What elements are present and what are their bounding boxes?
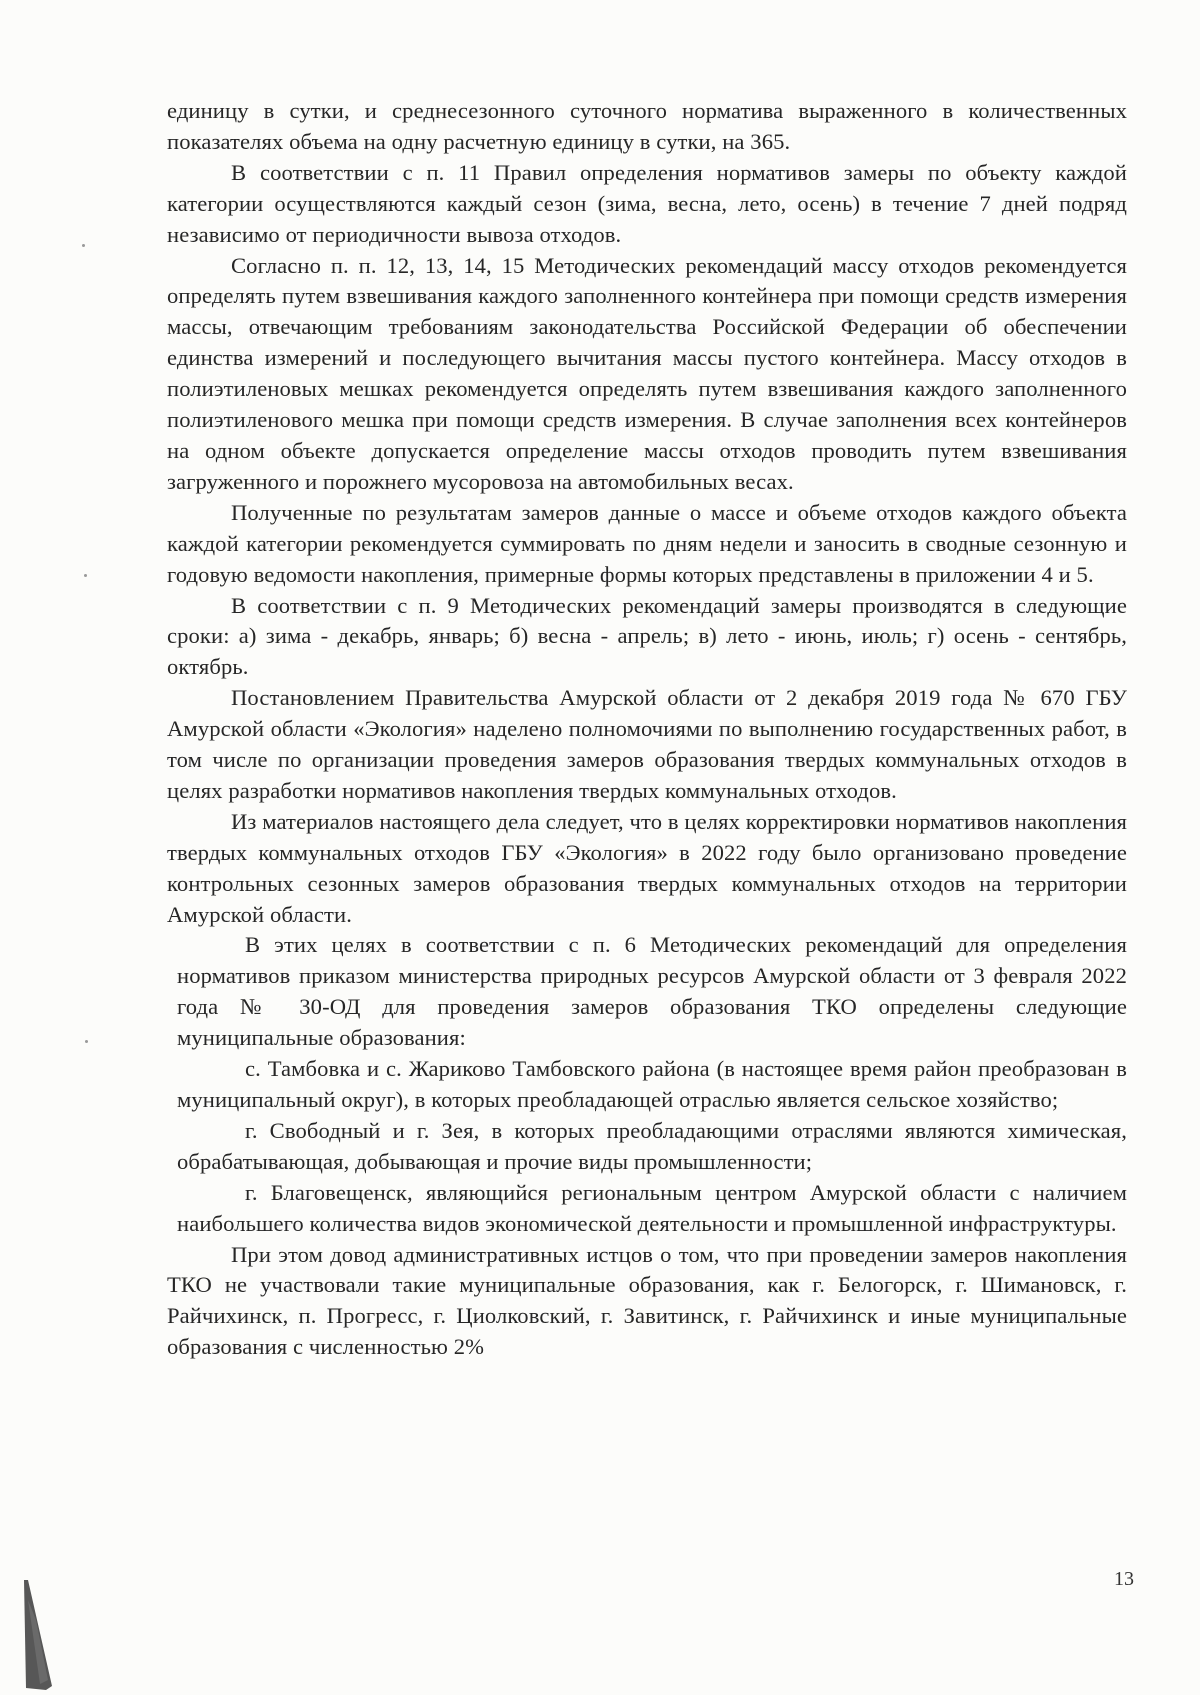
paragraph-ministry-order: В этих целях в соответствии с п. 6 Методических рекомендаций для определения нормативов приказом министерства природных ресурсов Амурской области от 3 февраля 2022 года № 30-ОД для проведения замеров образования ТКО определены следующие муниципальные образования: [177, 932, 1127, 1051]
paragraph-measurement-schedule: В соответствии с п. 9 Методических рекомендаций замеры производятся в следующие сроки: а) зима - декабрь, январь; б) весна - апрель; в) лето - июнь, июль; г) осень - сентябрь, октябрь. [167, 592, 1127, 680]
paragraph-weighing-method: Согласно п. п. 12, 13, 14, 15 Методических рекомендаций массу отходов рекомендуется определять путем взвешивания каждого заполненного контейнера при помощи средств измерения массы, отвечающим требованиям законодательства Российской Федерации об обеспечении единства измерений и последующего вычитания массы пустого контейнера. Массу отходов в полиэтиленовых мешках рекомендуется определять путем взвешивания каждого заполненного полиэтиленового мешка при помощи средств измерения. В случае заполнения всех контейнеров на одном объекте допускается определение массы отходов проводить путем взвешивания загруженного и порожнего мусоровоза на автомобильных весах. [167, 252, 1127, 494]
document-body [167, 96, 1127, 1363]
list-item-tambovka: с. Тамбовка и с. Жариково Тамбовского района (в настоящее время район преобразован в муниципальный округ), в которых преобладающей отраслью является сельское хозяйство; [177, 1056, 1127, 1112]
paragraph-continuation: единицу в сутки, и среднесезонного суточного норматива выраженного в количественных показателях объема на одну расчетную единицу в сутки, на 365. [167, 98, 1127, 154]
paragraph-case-materials: Из материалов настоящего дела следует, что в целях корректировки нормативов накопления твердых коммунальных отходов ГБУ «Экология» в 2022 году было организовано проведение контрольных сезонных замеров образования твердых коммунальных отходов на территории Амурской области. [167, 808, 1127, 927]
page-number: 13 [1114, 1568, 1134, 1590]
scan-speck [84, 574, 87, 577]
scan-edge-mark [22, 1580, 62, 1692]
paragraph-plaintiffs-argument: При этом довод административных истцов о том, что при проведении замеров накопления ТКО не участвовали такие муниципальные образования, как г. Белогорск, г. Шимановск, г. Райчихинск, п. Прогресс, г. Циолковский, г. Завитинск, г. Райчихинск и иные муниципальные образования с численностью 2% [167, 1241, 1127, 1360]
list-item-svobodny-zeya: г. Свободный и г. Зея, в которых преобладающими отраслями являются химическая, обрабатывающая, добывающая и прочие виды промышленности; [177, 1117, 1127, 1174]
list-item-blagoveshchensk: г. Благовещенск, являющийся региональным центром Амурской области с наличием наибольшего количества видов экономической деятельности и промышленной инфраструктуры. [177, 1179, 1127, 1236]
scan-speck [82, 244, 85, 247]
paragraph-government-resolution: Постановлением Правительства Амурской области от 2 декабря 2019 года № 670 ГБУ Амурской области «Экология» наделено полномочиями по выполнению государственных работ, в том числе по организации проведения замеров образования твердых коммунальных отходов в целях разработки нормативов накопления твердых коммунальных отходов. [167, 685, 1127, 803]
paragraph-measurement-rules: В соответствии с п. 11 Правил определения нормативов замеры по объекту каждой категории осуществляются каждый сезон (зима, весна, лето, осень) в течение 7 дней подряд независимо от периодичности вывоза отходов. [167, 159, 1127, 247]
paragraph-results-summary: Полученные по результатам замеров данные о массе и объеме отходов каждого объекта каждой категории рекомендуется суммировать по дням недели и заносить в сводные сезонную и годовую ведомости накопления, примерные формы которых представлены в приложении 4 и 5. [167, 499, 1127, 587]
scan-speck [85, 1040, 88, 1043]
